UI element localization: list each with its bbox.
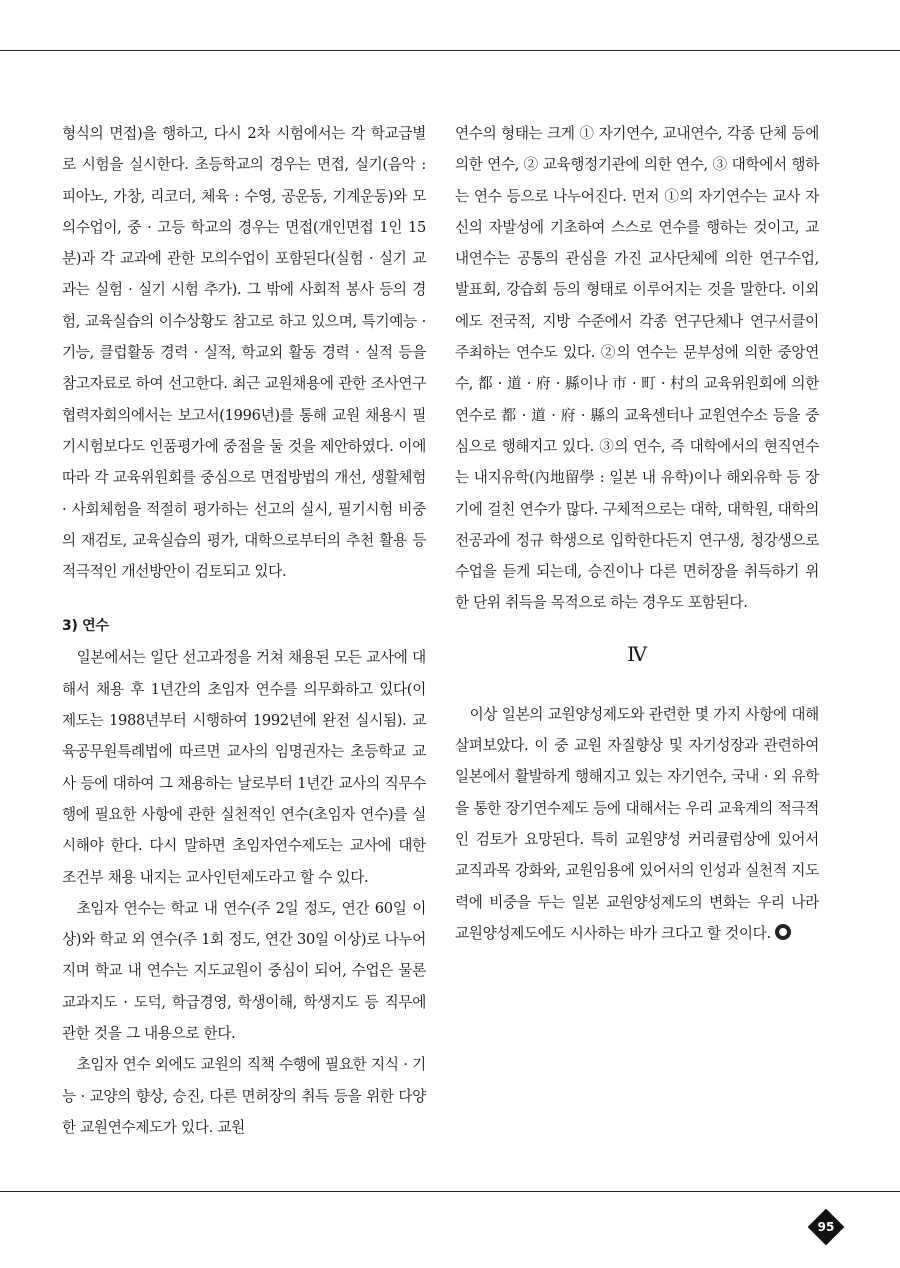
left-paragraph-4: 초임자 연수 외에도 교원의 직책 수행에 필요한 지식 · 기능 · 교양의 향상, 승진, 다른 면허장의 취득 등을 위한 다양한 교원연수제도가 있다. 교원 xyxy=(62,1056,426,1136)
conclusion-text: 이상 일본의 교원양성제도와 관련한 몇 가지 사항에 대해 살펴보았다. 이 중 교원 자질향상 및 자기성장과 관련하여 일본에서 활발하게 행해지고 있는 자기연수, 국내 · 외 유학을 통한 장기연수제도 등에 대해서는 우리 교육계의 적극적인 검토가 요망된다. 특히 교원양성 커리큘럼상에 있어서 교직과목 강화와, 교원임용에 있어서의 인성과 실천적 지도력에 비중을 두는 일본 교원양성제도의 변화는 우리 나라 교원양성제도에도 시사하는 바가 크다고 할 것이다. xyxy=(455,705,819,942)
left-paragraph-3: 초임자 연수는 학교 내 연수(주 2일 정도, 연간 60일 이상)와 학교 외 연수(주 1회 정도, 연간 30일 이상)로 나누어지며 학교 내 연수는 지도교원이 중심이 되어, 수업은 물론 교과지도 · 도덕, 학급경영, 학생이해, 학생지도 등 직무에 관한 것을 그 내용으로 한다. xyxy=(62,899,426,1043)
left-column xyxy=(62,118,426,1143)
right-paragraph-1: 연수의 형태는 크게 ① 자기연수, 교내연수, 각종 단체 등에 의한 연수, ② 교육행정기관에 의한 연수, ③ 대학에서 행하는 연수 등으로 나누어진다. 먼저 ①의 자기연수는 교사 자신의 자발성에 기초하여 스스로 연수를 행하는 것이고, 교내연수는 공통의 관심을 가진 교사단체에 의한 연구수업, 발표회, 강습회 등의 형태로 이루어지는 것을 말한다. 이외에도 전국적, 지방 수준에서 각종 연구단체나 연구서클이 주최하는 연수도 있다. ②의 연수는 문부성에 의한 중앙연수, 都 · 道 · 府 · 縣이나 市 · 町 · 村의 교육위원회에 의한 연수로 都 · 道 · 府 · 縣의 교육센터나 교원연수소 등을 중심으로 행해지고 있다. ③의 연수, 즉 대학에서의 현직연수는 내지유학(內地留學 : 일본 내 유학)이나 해외유학 등 장기에 걸친 연수가 많다. 구체적으로는 대학, 대학원, 대학의 전공과에 정규 학생으로 입학한다든지 연구생, 청강생으로 수업을 듣게 되는데, 승진이나 다른 면허장을 취득하기 위한 단위 취득을 목적으로 하는 경우도 포함된다. xyxy=(455,125,819,612)
end-mark-icon xyxy=(775,924,791,940)
subheading-training: 3) 연수 xyxy=(62,618,109,635)
right-column xyxy=(455,118,819,949)
page-number-badge xyxy=(808,1209,844,1245)
right-paragraph-conclusion xyxy=(455,699,819,949)
page-number: 95 xyxy=(817,1220,835,1234)
left-paragraph-2: 일본에서는 일단 선고과정을 거쳐 채용된 모든 교사에 대해서 채용 후 1년간의 초임자 연수를 의무화하고 있다(이 제도는 1988년부터 시행하여 1992년에 완전 실시됨). 교육공무원특례법에 따르면 교사의 임명권자는 초등학교 교사 등에 대하여 그 채용하는 날로부터 1년간 교사의 직무수행에 필요한 사항에 관한 실천적인 연수(초임자 연수)를 실시해야 한다. 다시 말하면 초임자연수제도는 교사에 대한 조건부 채용 내지는 교사인턴제도라고 할 수 있다. xyxy=(62,649,426,886)
section-number: Ⅳ xyxy=(627,641,647,666)
top-rule xyxy=(0,50,900,51)
bottom-rule xyxy=(0,1191,900,1192)
left-paragraph-1: 형식의 면접)을 행하고, 다시 2차 시험에서는 각 학교급별로 시험을 실시한다. 초등학교의 경우는 면접, 실기(음악 : 피아노, 가창, 리코더, 체육 : 수영, 공운동, 기계운동)와 모의수업이, 중 · 고등 학교의 경우는 면접(개인면접 1인 15분)과 각 교과에 관한 모의수업이 포함된다(실험 · 실기 교과는 실험 · 실기 시험 추가). 그 밖에 사회적 봉사 등의 경험, 교육실습의 이수상황도 참고로 하고 있으며, 특기예능 · 기능, 클럽활동 경력 · 실적, 학교외 활동 경력 · 실적 등을 참고자료로 하여 선고한다. 최근 교원채용에 관한 조사연구협력자회의에서는 보고서(1996년)를 통해 교원 채용시 필기시험보다도 인품평가에 중점을 둘 것을 제안하였다. 이에 따라 각 교육위원회를 중심으로 면접방법의 개선, 생활체험 · 사회체험을 적절히 평가하는 선고의 실시, 필기시험 비중의 재검토, 교육실습의 평가, 대학으로부터의 추천 활용 등 적극적인 개선방안이 검토되고 있다. xyxy=(62,125,426,581)
